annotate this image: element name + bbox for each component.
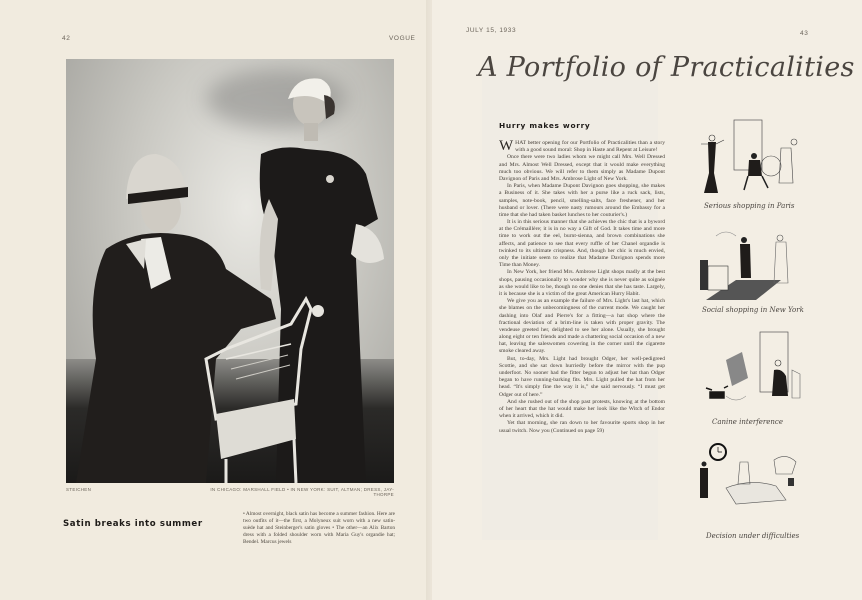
article-paragraph: But, to-day, Mrs. Light had brought Odger, her well-pedigreed Scottie, and she sat down hurriedly before the mirror with the pup underfoot. No sooner had the fitter begun to adjust her hat than Odger began to have running-barking fits. Mrs. Light pulled the hat from her head. “It's simply fine the way it is,” she said nervously. “I must get Odger out of here.” (499, 355, 665, 398)
article-paragraph: WHAT better opening for our Portfolio of Practicalities than a story with a good sound moral: Shop in Haste and Repent at Leisure! (499, 138, 665, 154)
article-paragraph: It is in this serious manner that she achieves the chic that is a byword at the Crémaillère; it is in no way a Gift of God. It takes time and more time to work out the eel, burnt-sienna, and brown combinations she affects, and patience to see that every ruffle of her Chanel organdie is twinked to its ultimate crispness. And, though her chic is much envied, only the initiate seem to realize that Madame Davignon spends more Time than Money. (499, 219, 665, 269)
fashion-photo (66, 59, 394, 483)
illustration-caption: Decision under difficulties (706, 532, 800, 540)
photo-caption: • Almost overnight, black satin has become a summer fashion. Here are two outfits of it—the first, a Molyneux suit worn with a new satin-suède hat and Steinberger's satin gloves • The other—an Alix Barton dress with a folded shoulder worn with Maria Guy's organdie hat; Bendel. Marcus jewels (243, 511, 395, 545)
left-headline: Satin breaks into summer (63, 519, 203, 529)
article-headline: Hurry makes worry (499, 121, 591, 130)
clock-fitting-sketch-icon (696, 438, 806, 514)
new-york-shop-sketch-icon (696, 228, 806, 304)
portfolio-title: A Portfolio of Practicalities (478, 52, 855, 83)
running-head: VOGUE (389, 35, 416, 42)
illustration-caption: Social shopping in New York (702, 306, 804, 314)
article-paragraph: Once there were two ladies whom we might call Mrs. Well Dressed and Mrs. Almost Well Dressed, except that it would make everything much too obvious. We will refer to them simply as Madame Dupont Davignon of Paris and Mrs. Ambrose Light of New York. (499, 154, 665, 182)
page-number-right: 43 (800, 30, 809, 37)
scottie-dog-sketch-icon (696, 330, 806, 406)
illustration-canine (696, 330, 806, 426)
illustration-decision (696, 438, 806, 540)
page-number-left: 42 (62, 35, 71, 42)
photographer-credit: STEICHEN (66, 487, 92, 492)
illustration-paris (696, 118, 806, 210)
illustration-caption: Canine interference (712, 418, 783, 426)
drop-cap: W (499, 138, 514, 154)
article-paragraph: In Paris, when Madame Dupont Davignon goes shopping, she makes a Business of it. She takes with her a purse like a ruck sack, lists, samples, note-book, pencil, smelling-salts, face freshener, and her husband or lover. (There were nasty rumours around the Embassy for a time that she had taken basket lunches to her couturier's.) (499, 183, 665, 218)
illustration-new-york (696, 228, 806, 314)
article-paragraph: We give you as an example the failure of Mrs. Light's last hat, which she blames on the unbecomingness of the current mode. We caught her dashing into Olaf and Pierre's for a fitting—a hat shop where the fractional deviation of a brim-line is taken with proper gravity. The vendeuse greeted her, delighted to see her alone. Usually, she brought along eight or ten friends and made a chattering social occasion of a new hat, leaving the saleswomen cowering in the corner until the cigarette smoke cleared away. (499, 298, 665, 355)
illustration-caption: Serious shopping in Paris (704, 202, 795, 210)
article-paragraph: In New York, her friend Mrs. Ambrose Light shops madly at the best shops, pausing occasionally to wonder why she is never quite as soignée as she would like to be, though no one denies that she has taste. Largely, it is because she is a victim of the great American Hurry Habit. (499, 269, 665, 297)
paris-salon-sketch-icon (696, 118, 806, 194)
article-paragraph: Yet that morning, she ran down to her favourite sports shop in her usual twitch. Now you (Continued on page 59) (499, 420, 665, 434)
two-women-figure-icon (66, 59, 394, 483)
article-paragraph: And she rushed out of the shop past protests, knowing at the bottom of her heart that the hat would make her look like the Witch of Endor when it arrived, which it did. (499, 398, 665, 420)
shop-credit: IN CHICAGO: MARSHALL FIELD • IN NEW YORK: SUIT, ALTMAN; DRESS, JAY-THORPE (210, 487, 394, 497)
article-body (499, 140, 665, 435)
issue-date: JULY 15, 1933 (466, 27, 517, 34)
